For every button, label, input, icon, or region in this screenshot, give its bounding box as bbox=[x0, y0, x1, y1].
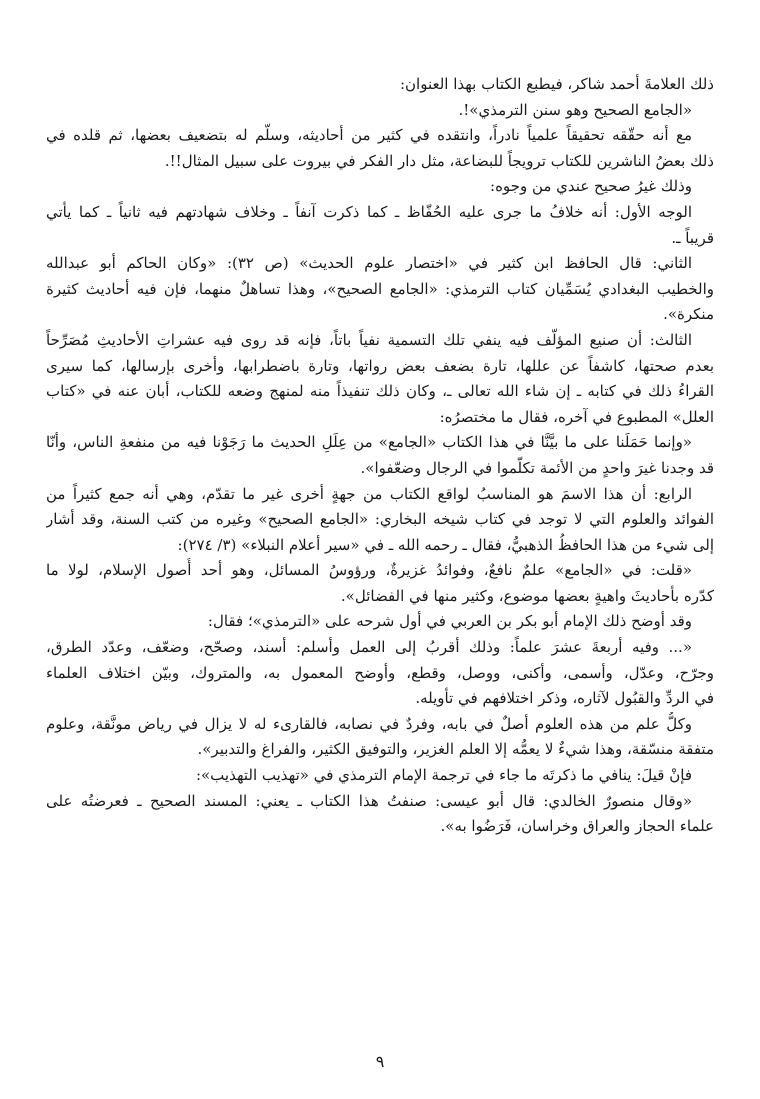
text-line: العلل» المطبوع في آخره، فقال ما مختصرُه: bbox=[439, 407, 714, 426]
text-line: منكرة». bbox=[663, 305, 714, 324]
text-line: قريباً ـ. bbox=[671, 228, 714, 247]
text-line: «قلت: في «الجامع» علمٌ نافعٌ، وفوائدُ غزيرةٌ، ورؤوسُ المسائل، وهو أحد أُصول الإسلام، لولا ما bbox=[46, 561, 692, 580]
text-line: وكلُّ علم من هذه العلوم أصلٌ في بابه، وفردٌ في نصابه، فالقارىء له لا يزال في رياض مونَّقة، وعلوم bbox=[46, 714, 692, 733]
text-line: والخطيب البغدادي يُسَمِّيان كتاب الترمذي: «الجامع الصحيح»، وهذا تساهلٌ منهما، فإن فيه أحاديث كثيرة bbox=[46, 279, 714, 298]
text-line: قد وجدنا غيرَ واحدٍ من الأئمة تكلّموا في الرجال وضعّفوا». bbox=[360, 458, 714, 477]
text-body bbox=[46, 72, 714, 840]
text-line: مع أنه حقّقه تحقيقاً علمياً نادراً، وانتقده في كثير من أحاديثه، وسلّم له بتضعيف بعضها، ثم قلده في bbox=[46, 126, 692, 145]
text-line: متفقة منسّقة، وهذا شيءٌ لا يعمُّه إلا العلم الغزير، والتوفيق الكثير، والفراغ والتدبير». bbox=[197, 740, 714, 759]
text-line: ذلك بعضُ الناشرين للكتاب ترويجاً للبضاعة، مثل دار الفكر في بيروت على سبيل المثال!!. bbox=[164, 151, 714, 170]
text-line: الرابع: أن هذا الاسمَ هو المناسبُ لواقع الكتاب من جهةٍ أخرى غير ما تقدّم، وهي أنه جمع كثيراً من bbox=[46, 484, 692, 503]
text-line: وجرّح، وعدّل، وأسمى، وأكنى، ووصل، وقطع، وأوضح المعمول به، والمتروك، وبيّن اختلاف العلماء bbox=[46, 663, 714, 682]
text-line: الثالث: أن صنيع المؤلّف فيه ينفي تلك التسمية نفياً باتاً، فإنه قد روى فيه عشراتِ الأحاديثِ مُصَرِّحاً bbox=[46, 330, 692, 349]
text-line: إلى شيء من هذا الحافظُ الذهبيُّ، فقال ـ رحمه الله ـ في «سير أعلام النبلاء» (٣/ ٢٧٤): bbox=[177, 535, 714, 554]
text-line: الفوائد والعلوم التي لا توجد في كتاب شيخه البخاري: «الجامع الصحيح» وغيره من كتب السنة، وقد أشار bbox=[46, 510, 714, 529]
text-line: في الردِّ والقبُول لآثاره، وذكر اختلافهم في تأويله. bbox=[415, 689, 714, 708]
text-line: «... وفيه أربعةَ عشرَ علماً: وذلك أقربُ إلى العمل وأسلم: أسند، وصحّح، وضعّف، وعدّد الطرق، bbox=[46, 638, 692, 657]
text-line: وذلك غيرُ صحيح عندي من وجوه: bbox=[490, 177, 692, 196]
text-line: القراءُ ذلك في كتابه ـ إن شاء الله تعالى ـ، وكان ذلك تنفيذاً منه لمنهج وضعه للكتاب، أبان عنه في «كتاب bbox=[46, 382, 714, 401]
text-line: علماء الحجاز والعراق وخراسان، فَرَضُوا به». bbox=[440, 817, 714, 836]
text-line: ذلك العلامةَ أحمد شاكر، فيطبع الكتاب بهذا العنوان: bbox=[399, 75, 714, 93]
text-line: «وإنما حَمَلَنا على ما بيَّنَّا في هذا الكتاب «الجامع» من عِلَلِ الحديث ما رَجَوْنا فيه من منفعةِ الناس، وأنّا bbox=[46, 433, 692, 452]
text-line: «الجامع الصحيح وهو سنن الترمذي»!. bbox=[458, 100, 692, 119]
text-line: الثاني: قال الحافظ ابن كثير في «اختصار علوم الحديث» (ص ٣٢): «وكان الحاكم أبو عبدالله bbox=[46, 254, 693, 273]
page-number: ٩ bbox=[375, 1052, 385, 1071]
text-line: «وقال منصورٌ الخالدي: قال أبو عيسى: صنفتُ هذا الكتاب ـ يعني: المسند الصحيح ـ فعرضتُه على bbox=[46, 791, 692, 810]
text-line: الوجه الأول: أنه خلافُ ما جرى عليه الحُفّاظ ـ كما ذكرت آنفاً ـ وخلاف شهادتهم فيه ثانياً ـ كما يأتي bbox=[46, 202, 692, 221]
text-line: فإنْ قيلَ: ينافي ما ذكرتَه ما جاء في ترجمة الإمام الترمذي في «تهذيب التهذيب»: bbox=[195, 766, 692, 785]
text-line: بعدم صحتها، كاشفاً عن عللها، تارة بضعف بعض رواتها، وتارة باضطرابها، وأخرى بإرسالها، كما سيرى bbox=[46, 356, 714, 375]
text-line: وقد أوضح ذلك الإمام أبو بكر بن العربي في أول شرحه على «الترمذي»؛ فقال: bbox=[207, 612, 692, 631]
text-line: كدّره بأحاديثَ واهيةٍ بعضها موضوع، وكثير منها في الفضائل». bbox=[340, 586, 714, 605]
